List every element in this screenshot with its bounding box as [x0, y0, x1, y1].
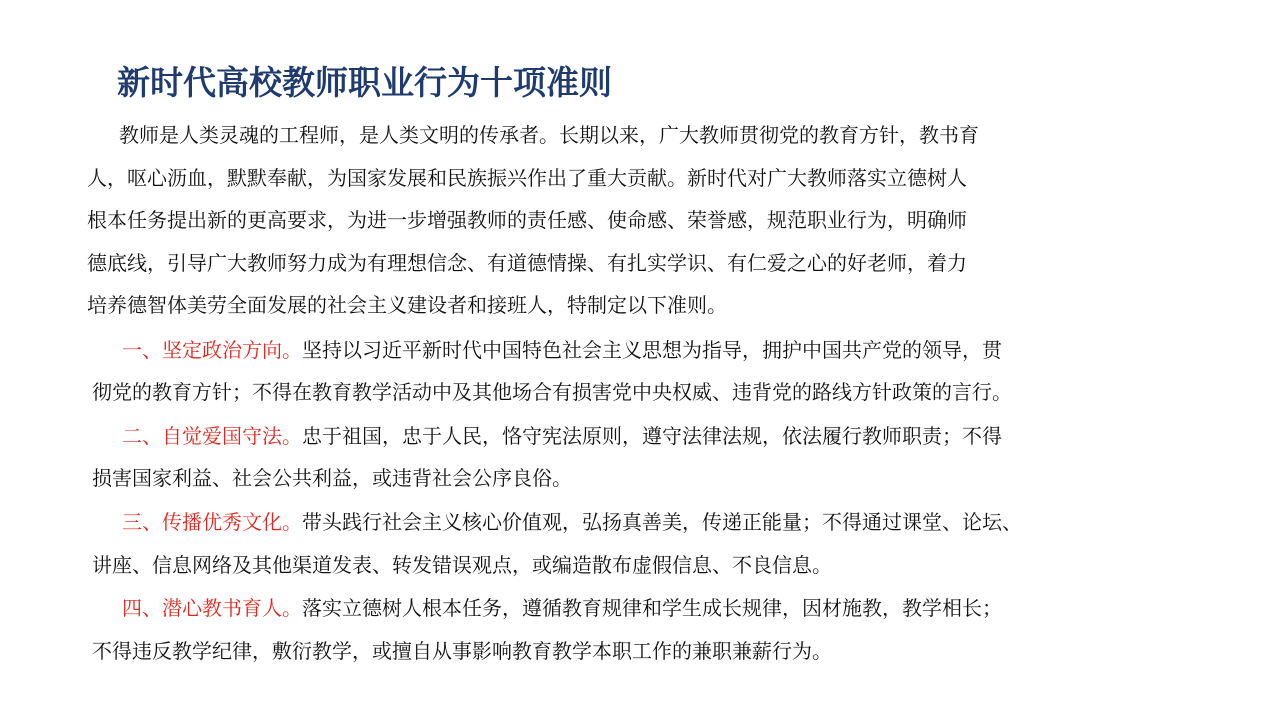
rule-text: 落实立德树人根本任务，遵循教育规律和学生成长规律，因材施教，教学相长； — [302, 596, 1002, 620]
rule-item-1-continued: 彻党的教育方针；不得在教育教学活动中及其他场合有损害党中央权威、违背党的路线方针政策的言行。 — [92, 380, 1012, 404]
intro-line: 德底线，引导广大教师努力成为有理想信念、有道德情操、有扎实学识、有仁爱之心的好老师，着力 — [87, 251, 967, 275]
intro-line: 人，呕心沥血，默默奉献，为国家发展和民族振兴作出了重大贡献。新时代对广大教师落实立德树人 — [87, 166, 967, 190]
rule-item-3 — [122, 507, 1022, 537]
rule-heading: 二、自觉爱国守法。 — [122, 424, 302, 448]
page-title: 新时代高校教师职业行为十项准则 — [117, 63, 612, 102]
rule-item-2-continued: 损害国家利益、社会公共利益，或违背社会公序良俗。 — [92, 466, 572, 490]
rule-text: 忠于祖国，忠于人民，恪守宪法原则，遵守法律法规，依法履行教师职责；不得 — [302, 424, 1002, 448]
rule-item-4 — [122, 593, 1002, 623]
rule-item-3-continued: 讲座、信息网络及其他渠道发表、转发错误观点，或编造散布虚假信息、不良信息。 — [92, 553, 832, 577]
rule-text: 带头践行社会主义核心价值观，弘扬真善美，传递正能量；不得通过课堂、论坛、 — [302, 510, 1022, 534]
rule-heading: 四、潜心教书育人。 — [122, 596, 302, 620]
rule-heading: 三、传播优秀文化。 — [122, 510, 302, 534]
rule-item-4-continued: 不得违反教学纪律，敷衍教学，或擅自从事影响教育教学本职工作的兼职兼薪行为。 — [92, 639, 832, 663]
intro-line: 教师是人类灵魂的工程师，是人类文明的传承者。长期以来，广大教师贯彻党的教育方针，教书育 — [119, 123, 979, 147]
rule-item-1 — [122, 335, 1002, 365]
intro-line: 培养德智体美劳全面发展的社会主义建设者和接班人，特制定以下准则。 — [87, 293, 727, 317]
rule-heading: 一、坚定政治方向。 — [122, 338, 302, 362]
rule-text: 坚持以习近平新时代中国特色社会主义思想为指导，拥护中国共产党的领导，贯 — [302, 338, 1002, 362]
intro-line: 根本任务提出新的更高要求，为进一步增强教师的责任感、使命感、荣誉感，规范职业行为，明确师 — [87, 208, 967, 232]
rule-item-2 — [122, 421, 1002, 451]
